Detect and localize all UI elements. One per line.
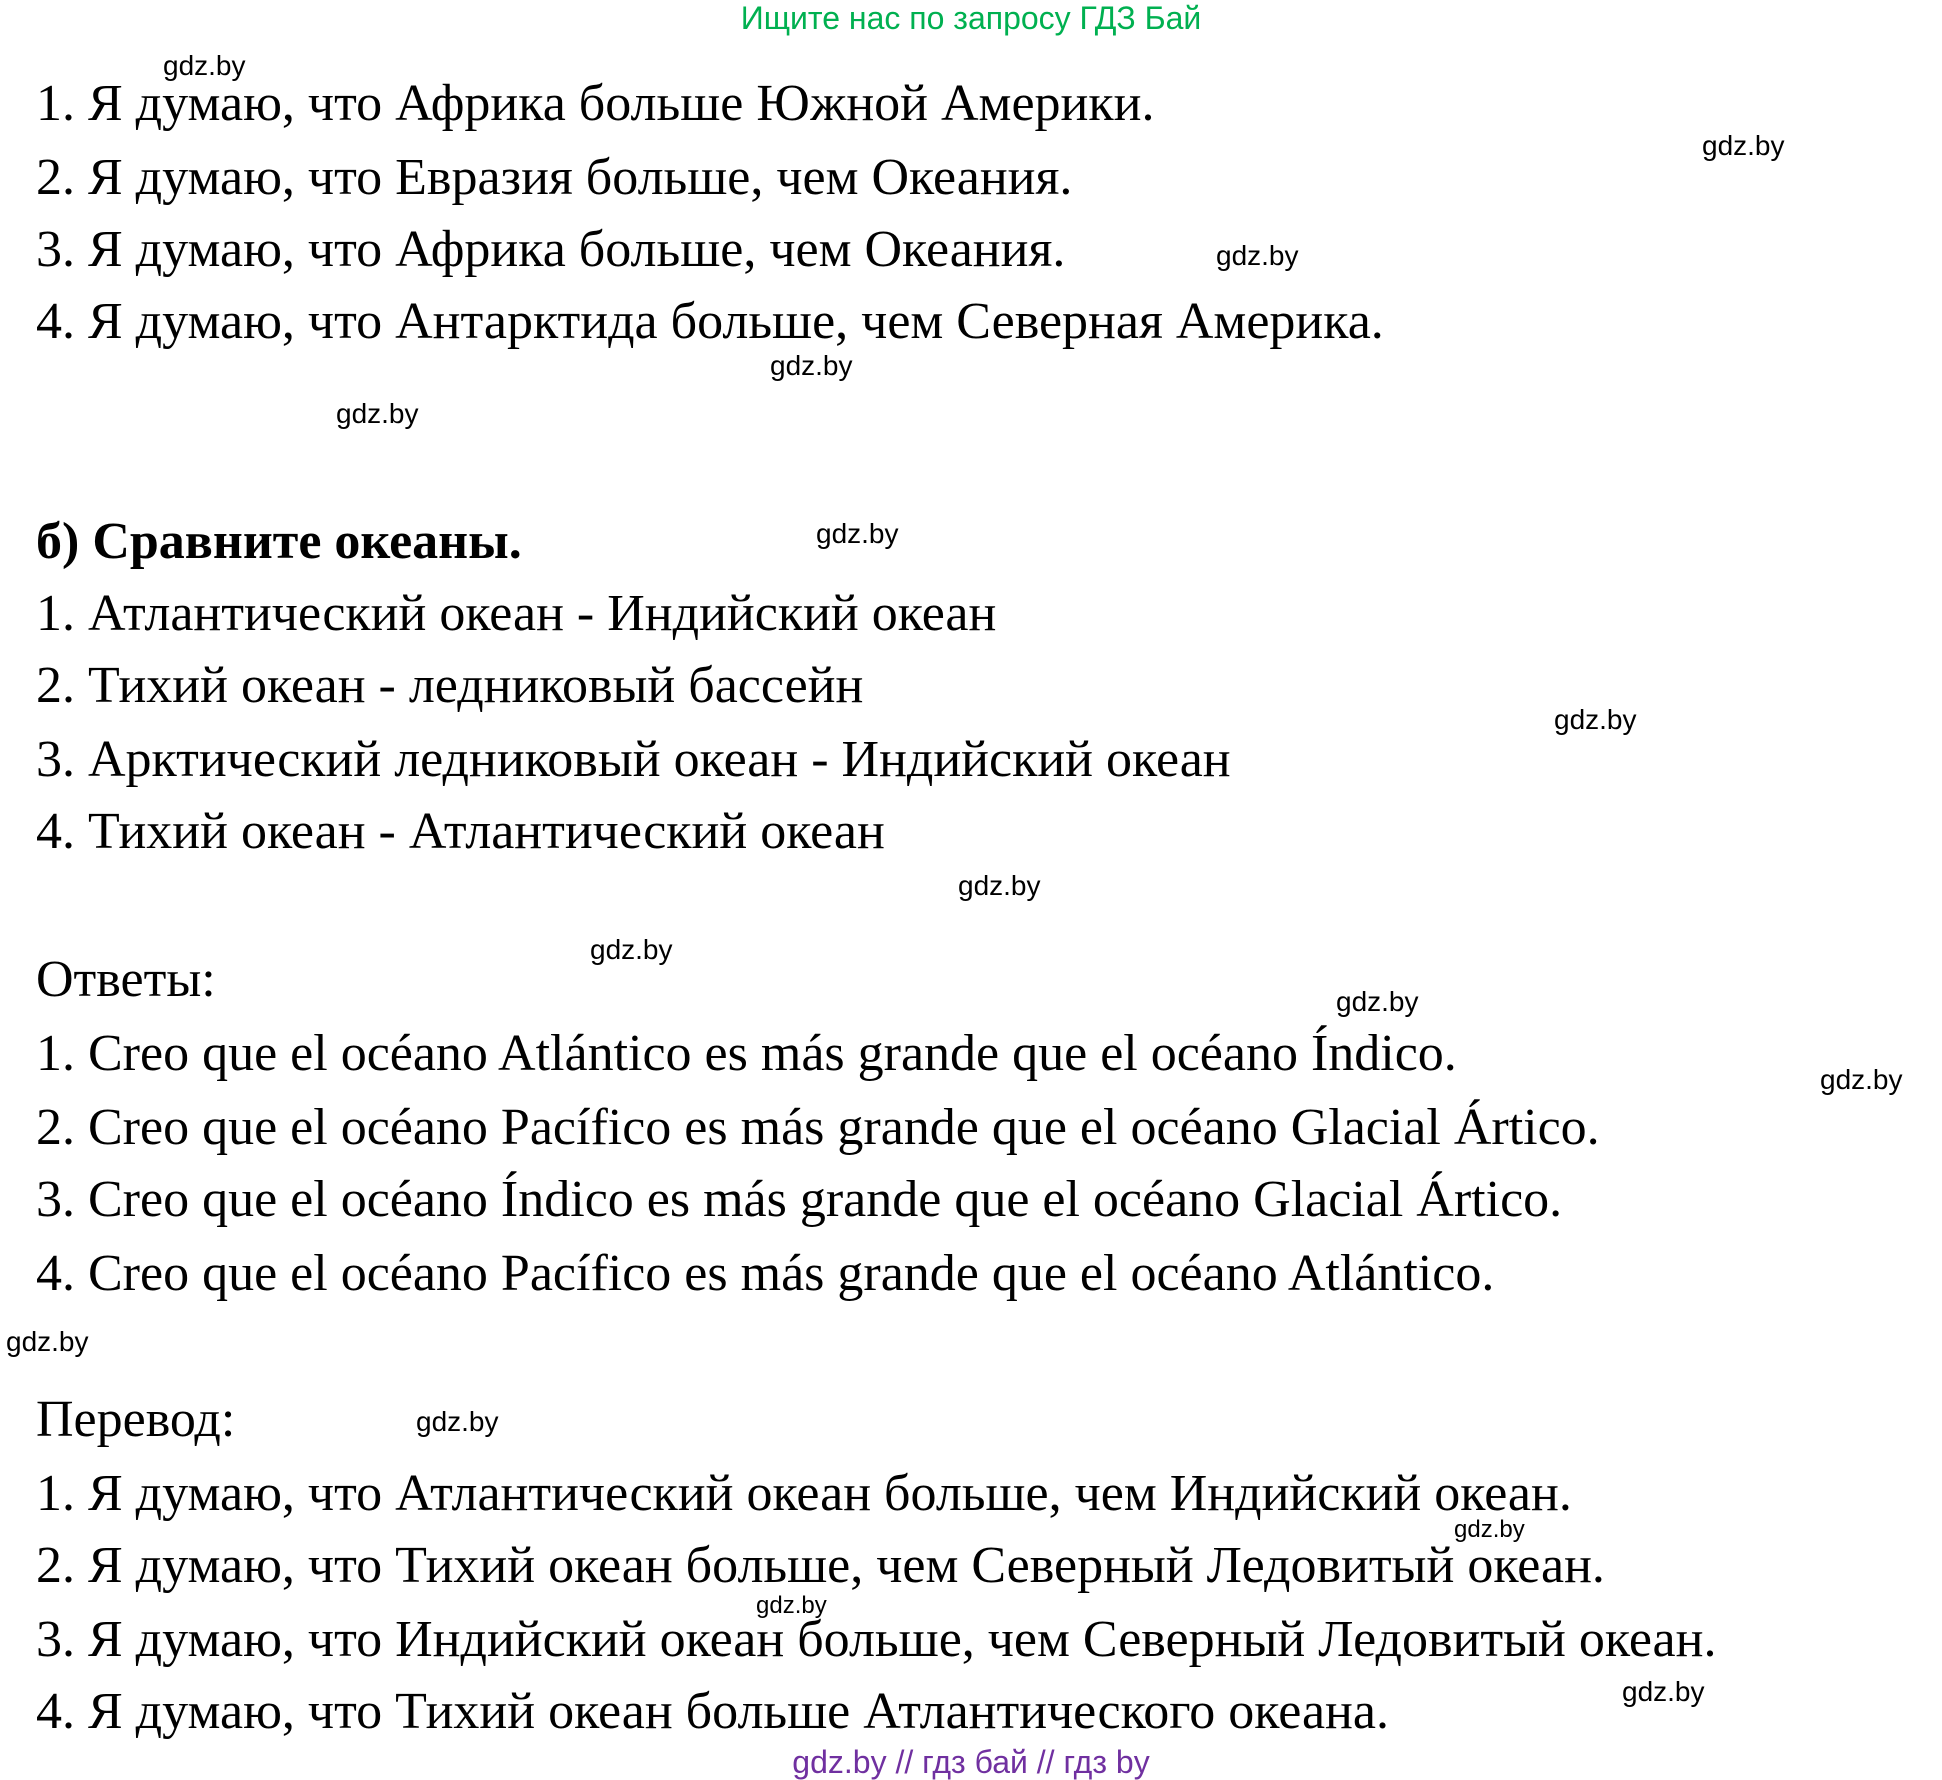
part-a-sentence-1: 1. Я думаю, что Африка больше Южной Америки. [36, 75, 1155, 132]
watermark: gdz.by [336, 398, 419, 429]
translation-item-2: 2. Я думаю, что Тихий океан больше, чем Северный Ледовитый океан. [36, 1537, 1605, 1594]
part-a-sentence-2: 2. Я думаю, что Евразия больше, чем Океания. [36, 149, 1073, 206]
watermark: gdz.by [590, 934, 673, 965]
watermark: gdz.by [816, 518, 899, 549]
watermark: gdz.by [1820, 1064, 1903, 1095]
answer-item-3: 3. Creo que el océano Índico es más grande que el océano Glacial Ártico. [36, 1171, 1563, 1228]
translation-label: Перевод: [36, 1391, 236, 1448]
answer-item-4: 4. Creo que el océano Pacífico es más grande que el océano Atlántico. [36, 1245, 1495, 1302]
watermark: gdz.by [1216, 240, 1299, 271]
translation-item-1: 1. Я думаю, что Атлантический океан больше, чем Индийский океан. [36, 1465, 1572, 1522]
watermark: gdz.by [958, 870, 1041, 901]
part-b-pair-1: 1. Атлантический океан - Индийский океан [36, 585, 997, 642]
answers-label: Ответы: [36, 951, 216, 1008]
watermark: gdz.by [416, 1406, 499, 1437]
answer-item-1: 1. Creo que el océano Atlántico es más grande que el océano Índico. [36, 1025, 1457, 1082]
part-b-pair-3: 3. Арктический ледниковый океан - Индийский океан [36, 731, 1231, 788]
watermark: gdz.by [1454, 1516, 1525, 1543]
watermark: gdz.by [1702, 130, 1785, 161]
part-b-heading: б) Сравните океаны. [36, 513, 522, 570]
answer-item-2: 2. Creo que el océano Pacífico es más grande que el océano Glacial Ártico. [36, 1099, 1600, 1156]
watermark: gdz.by [1554, 704, 1637, 735]
watermark: gdz.by [1622, 1676, 1705, 1707]
part-a-sentence-4: 4. Я думаю, что Антарктида больше, чем Северная Америка. [36, 293, 1384, 350]
translation-item-4: 4. Я думаю, что Тихий океан больше Атлантического океана. [36, 1683, 1389, 1740]
part-b-pair-2: 2. Тихий океан - ледниковый бассейн [36, 657, 864, 714]
watermark: gdz.by [6, 1326, 89, 1357]
part-b-pair-4: 4. Тихий океан - Атлантический океан [36, 803, 885, 860]
watermark: gdz.by [770, 350, 853, 381]
translation-item-3: 3. Я думаю, что Индийский океан больше, чем Северный Ледовитый океан. [36, 1611, 1717, 1668]
footer-links: gdz.by // гдз бай // гдз by [792, 1744, 1150, 1780]
part-a-sentence-3: 3. Я думаю, что Африка больше, чем Океания. [36, 221, 1066, 278]
watermark: gdz.by [163, 50, 246, 81]
search-hint-banner: Ищите нас по запросу ГДЗ Бай [740, 0, 1202, 36]
watermark: gdz.by [756, 1592, 827, 1619]
watermark: gdz.by [1336, 986, 1419, 1017]
